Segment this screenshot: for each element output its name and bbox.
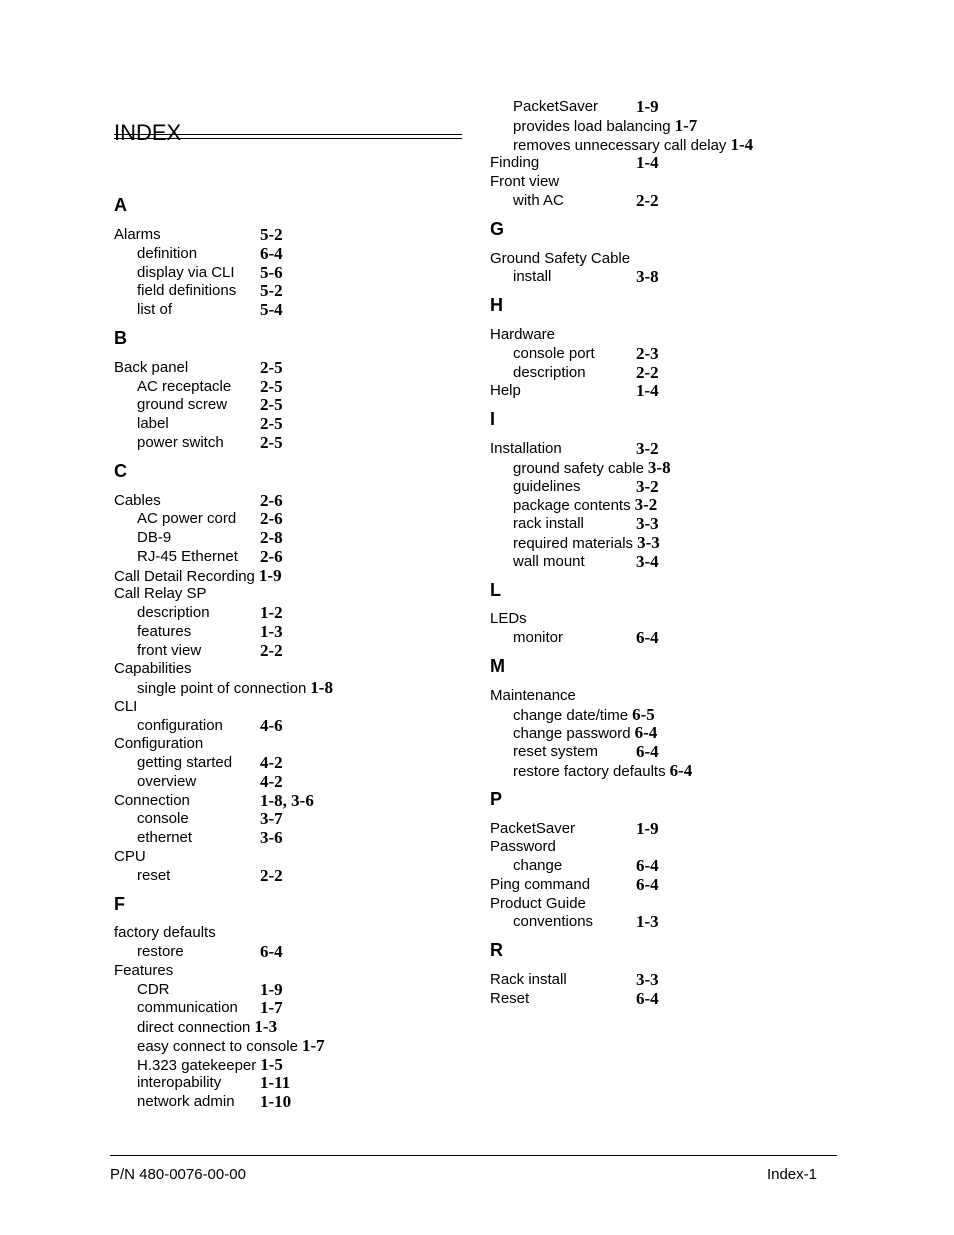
index-entry xyxy=(114,659,192,678)
index-term: Password xyxy=(490,838,556,856)
index-term: H.323 gatekeeper xyxy=(137,1056,257,1074)
index-subentry xyxy=(114,1036,325,1055)
index-term: ground safety cable xyxy=(513,459,644,477)
index-entry xyxy=(114,584,207,603)
index-term: easy connect to console xyxy=(137,1037,298,1055)
index-entry xyxy=(490,894,586,913)
index-page-ref[interactable]: 1-11 xyxy=(260,1073,291,1093)
index-subentry xyxy=(114,979,283,999)
index-subentry xyxy=(114,771,283,791)
index-page-ref[interactable]: 1-9 xyxy=(258,565,282,585)
index-subentry xyxy=(114,300,283,319)
page-title: INDEX xyxy=(114,119,182,145)
index-entry xyxy=(114,847,146,866)
index-subentry xyxy=(114,395,283,415)
index-page-ref[interactable]: 4-2 xyxy=(260,753,283,772)
title-double-rule xyxy=(114,134,462,139)
index-term: reset system xyxy=(513,743,599,760)
index-entry xyxy=(114,490,283,510)
index-term: restore xyxy=(137,943,184,960)
index-page-ref[interactable]: 3-2 xyxy=(636,439,659,458)
index-term: rack install xyxy=(513,515,584,532)
index-entry xyxy=(114,357,283,377)
index-term: network admin xyxy=(137,1093,235,1110)
index-page-ref[interactable]: 2-5 xyxy=(260,432,283,452)
index-page-ref[interactable]: 3-7 xyxy=(260,809,283,829)
index-page-ref[interactable]: 5-2 xyxy=(260,281,283,301)
index-entry xyxy=(114,697,137,716)
index-page-ref[interactable]: 3-3 xyxy=(637,532,660,552)
index-term: ground screw xyxy=(137,396,228,414)
index-page-ref[interactable]: 1-9 xyxy=(636,97,659,116)
index-term: description xyxy=(513,363,586,381)
index-subentry xyxy=(114,432,283,452)
index-term: provides load balancing xyxy=(513,117,671,135)
index-subentry xyxy=(490,912,659,932)
index-term: CLI xyxy=(114,697,138,715)
index-term: AC receptacle xyxy=(137,377,232,395)
index-term: CPU xyxy=(114,847,146,865)
index-term: Hardware xyxy=(490,326,556,343)
index-subentry xyxy=(114,828,283,847)
index-subentry xyxy=(490,761,692,780)
index-subentry xyxy=(490,742,659,761)
index-page-ref[interactable]: 3-8 xyxy=(636,267,659,287)
index-page-ref[interactable]: 6-5 xyxy=(632,704,655,724)
index-term: required materials xyxy=(513,534,634,552)
index-subentry xyxy=(490,267,659,287)
index-page-ref[interactable]: 1-3 xyxy=(636,912,659,932)
index-subentry xyxy=(114,753,283,772)
index-entry xyxy=(114,734,203,753)
index-page-ref[interactable]: 2-2 xyxy=(260,865,283,885)
index-subentry xyxy=(114,621,283,641)
index-term: Rack install xyxy=(490,971,567,988)
section-letter: G xyxy=(490,218,505,239)
index-entry xyxy=(490,153,659,173)
section-letter: L xyxy=(490,579,501,600)
index-term: Front view xyxy=(490,173,560,190)
index-subentry xyxy=(490,533,660,552)
index-subentry xyxy=(490,362,659,382)
index-entry xyxy=(490,970,659,989)
index-entry xyxy=(490,686,576,705)
index-subentry xyxy=(114,281,283,301)
index-page-ref[interactable]: 2-5 xyxy=(260,357,283,377)
index-entry xyxy=(114,923,216,942)
index-subentry xyxy=(490,116,697,135)
footer-page-label: Index-1 xyxy=(766,1166,817,1183)
index-subentry xyxy=(114,243,283,263)
index-subentry xyxy=(490,458,671,477)
index-page-ref[interactable]: 5-6 xyxy=(260,262,283,282)
index-page-ref[interactable]: 2-5 xyxy=(260,395,283,415)
index-term: CDR xyxy=(137,980,170,998)
index-page-ref[interactable]: 1-3 xyxy=(254,1017,278,1036)
index-term: monitor xyxy=(513,629,564,646)
index-subentry xyxy=(114,1017,277,1036)
index-term: direct connection xyxy=(137,1019,251,1036)
index-subentry xyxy=(114,376,283,396)
index-page-ref[interactable]: 1-7 xyxy=(674,115,698,135)
index-term: console xyxy=(137,810,189,828)
section-letter: P xyxy=(490,788,503,809)
index-term: factory defaults xyxy=(114,924,216,942)
section-letter: A xyxy=(114,195,127,216)
index-subentry xyxy=(114,1073,291,1093)
index-term: Ping command xyxy=(490,875,591,893)
index-term: wall mount xyxy=(513,552,585,570)
index-subentry xyxy=(114,809,283,829)
index-term: Call Detail Recording xyxy=(114,567,255,585)
index-term: single point of connection xyxy=(137,680,307,697)
index-subentry xyxy=(114,678,333,697)
section-letter: B xyxy=(114,328,127,348)
index-subentry xyxy=(114,262,283,282)
section-letter: F xyxy=(114,893,125,914)
index-entry xyxy=(114,566,282,585)
index-term: list of xyxy=(137,301,173,318)
index-term: AC power cord xyxy=(137,510,237,528)
index-subentry xyxy=(114,1055,283,1074)
index-term: PacketSaver xyxy=(490,819,576,837)
index-subentry xyxy=(114,715,283,735)
section-letter: I xyxy=(490,409,496,430)
index-term: interopability xyxy=(137,1074,222,1092)
index-subentry xyxy=(114,942,283,961)
index-entry xyxy=(490,439,659,458)
index-subentry xyxy=(490,723,657,742)
index-term: reset xyxy=(137,866,171,884)
index-page-ref[interactable]: 6-4 xyxy=(634,723,658,743)
index-term: console port xyxy=(513,344,595,362)
index-page-ref[interactable]: 3-3 xyxy=(636,514,659,533)
index-page-ref[interactable]: 4-6 xyxy=(260,715,283,735)
index-page-ref[interactable]: 1-2 xyxy=(260,603,283,622)
index-term: Ground Safety Cable xyxy=(490,249,631,267)
index-page-ref[interactable]: 6-4 xyxy=(636,988,659,1008)
index-subentry xyxy=(114,1092,292,1111)
index-term: field definitions xyxy=(137,282,237,300)
index-term: change xyxy=(513,857,563,874)
index-term: definition xyxy=(137,244,198,262)
index-page-ref[interactable]: 6-4 xyxy=(636,742,659,761)
index-term: Capabilities xyxy=(114,660,192,678)
index-page-ref[interactable]: 2-5 xyxy=(260,414,283,433)
index-subentry xyxy=(114,865,283,885)
index-term: install xyxy=(513,268,552,286)
index-subentry xyxy=(114,528,283,547)
index-entry xyxy=(490,381,659,401)
index-page-ref[interactable]: 3-6 xyxy=(260,828,283,847)
index-subentry xyxy=(490,628,659,647)
index-entry xyxy=(490,325,555,344)
index-term: guidelines xyxy=(513,477,581,495)
index-term: Features xyxy=(114,961,174,979)
index-term: Finding xyxy=(490,154,540,172)
index-term: Help xyxy=(490,382,521,400)
index-subentry xyxy=(114,546,283,566)
index-term: Installation xyxy=(490,440,562,457)
index-term: conventions xyxy=(513,913,594,931)
index-term: power switch xyxy=(137,433,224,451)
index-term: Product Guide xyxy=(490,894,586,912)
index-term: overview xyxy=(137,772,197,790)
index-page-ref[interactable]: 5-4 xyxy=(260,300,283,319)
index-term: Cables xyxy=(114,491,161,509)
index-term: PacketSaver xyxy=(513,98,599,115)
index-term: ethernet xyxy=(137,829,193,846)
index-page-ref[interactable]: 6-4 xyxy=(260,942,283,961)
index-page-ref[interactable]: 6-4 xyxy=(636,628,659,647)
index-page-ref[interactable]: 2-5 xyxy=(260,376,283,396)
footer-part-number: P/N 480-0076-00-00 xyxy=(110,1166,246,1183)
index-subentry xyxy=(114,998,283,1018)
index-term: Alarms xyxy=(114,226,161,243)
index-term: removes unnecessary call delay xyxy=(513,136,727,154)
index-entry xyxy=(490,249,630,268)
index-page-ref[interactable]: 6-4 xyxy=(636,874,659,894)
index-subentry xyxy=(490,551,659,571)
index-page-ref[interactable]: 2-2 xyxy=(260,640,283,660)
index-entry xyxy=(114,961,173,980)
index-entry xyxy=(490,988,659,1008)
index-term: with AC xyxy=(513,191,564,209)
index-page-ref[interactable]: 1-4 xyxy=(636,381,659,401)
index-page-ref[interactable]: 2-6 xyxy=(260,490,283,510)
index-entry xyxy=(490,874,659,894)
index-term: LEDs xyxy=(490,610,527,628)
index-subentry xyxy=(114,414,283,433)
index-term: features xyxy=(137,622,192,640)
index-subentry xyxy=(490,856,659,875)
index-term: getting started xyxy=(137,754,233,771)
index-page-ref[interactable]: 1-4 xyxy=(636,153,659,173)
index-term: description xyxy=(137,604,210,621)
index-page-ref[interactable]: 5-2 xyxy=(260,225,283,244)
index-page-ref[interactable]: 6-4 xyxy=(636,856,659,875)
index-entry xyxy=(114,225,283,244)
section-letter: H xyxy=(490,295,503,316)
index-term: front view xyxy=(137,641,202,659)
index-entry xyxy=(490,172,559,191)
index-term: change password xyxy=(513,725,631,743)
index-page-ref[interactable]: 1-9 xyxy=(636,818,659,838)
index-subentry xyxy=(490,476,659,496)
section-letter: R xyxy=(490,940,503,961)
index-page-ref[interactable]: 3-2 xyxy=(636,476,659,496)
index-page-ref[interactable]: 1-7 xyxy=(260,998,283,1018)
index-term: communication xyxy=(137,999,238,1017)
index-page-ref[interactable]: 2-6 xyxy=(260,509,283,529)
index-page-ref[interactable]: 1-7 xyxy=(301,1035,325,1055)
index-page-ref[interactable]: 3-8 xyxy=(647,457,671,477)
index-page-ref[interactable]: 2-3 xyxy=(636,343,659,363)
index-subentry xyxy=(490,190,659,210)
index-term: Connection xyxy=(114,791,190,809)
index-subentry xyxy=(490,705,655,724)
index-page-ref[interactable]: 1-9 xyxy=(260,979,283,999)
index-subentry xyxy=(114,603,283,622)
index-entry xyxy=(490,818,659,838)
index-page-ref[interactable]: 1-4 xyxy=(730,134,754,154)
index-subentry xyxy=(490,514,659,533)
index-page-ref[interactable]: 4-2 xyxy=(260,771,283,791)
index-page-ref[interactable]: 1-5 xyxy=(260,1054,283,1074)
index-term: display via CLI xyxy=(137,263,235,281)
index-subentry xyxy=(114,509,283,529)
index-term: configuration xyxy=(137,716,223,734)
index-term: RJ-45 Ethernet xyxy=(137,547,238,565)
index-subentry xyxy=(490,495,657,514)
index-entry xyxy=(490,609,527,628)
index-page-ref[interactable]: 2-2 xyxy=(636,190,659,210)
index-term: change date/time xyxy=(513,706,629,724)
index-page-ref[interactable]: 1-10 xyxy=(260,1092,292,1111)
index-subentry xyxy=(490,343,659,363)
index-term: DB-9 xyxy=(137,529,172,546)
index-entry xyxy=(114,790,314,810)
index-term: Reset xyxy=(490,989,530,1007)
index-page-ref[interactable]: 6-4 xyxy=(260,243,283,263)
section-letter: M xyxy=(490,656,505,676)
index-subentry xyxy=(114,640,283,660)
index-page-ref[interactable]: 3-3 xyxy=(636,970,659,989)
index-page-ref[interactable]: 3-4 xyxy=(636,551,659,571)
index-page-ref[interactable]: 2-6 xyxy=(260,546,283,566)
index-page-ref[interactable]: 1-3 xyxy=(260,621,283,641)
index-term: package contents xyxy=(513,497,631,515)
index-term: Call Relay SP xyxy=(114,585,207,603)
index-subentry xyxy=(490,97,659,116)
index-page-ref[interactable]: 2-2 xyxy=(636,362,659,382)
footer-rule xyxy=(110,1155,837,1156)
section-letter: C xyxy=(114,460,127,481)
index-page-ref[interactable]: 6-4 xyxy=(669,760,693,780)
index-subentry xyxy=(490,135,753,154)
index-page-ref[interactable]: 1-8, 3-6 xyxy=(260,790,314,810)
index-page-ref[interactable]: 1-8 xyxy=(310,678,333,697)
index-term: label xyxy=(137,415,169,432)
index-page-ref[interactable]: 3-2 xyxy=(634,495,658,515)
index-page-ref[interactable]: 2-8 xyxy=(260,528,283,547)
index-entry xyxy=(490,837,556,856)
index-term: restore factory defaults xyxy=(513,762,666,780)
index-term: Maintenance xyxy=(490,686,576,704)
index-term: Back panel xyxy=(114,358,189,376)
index-term: Configuration xyxy=(114,735,204,753)
